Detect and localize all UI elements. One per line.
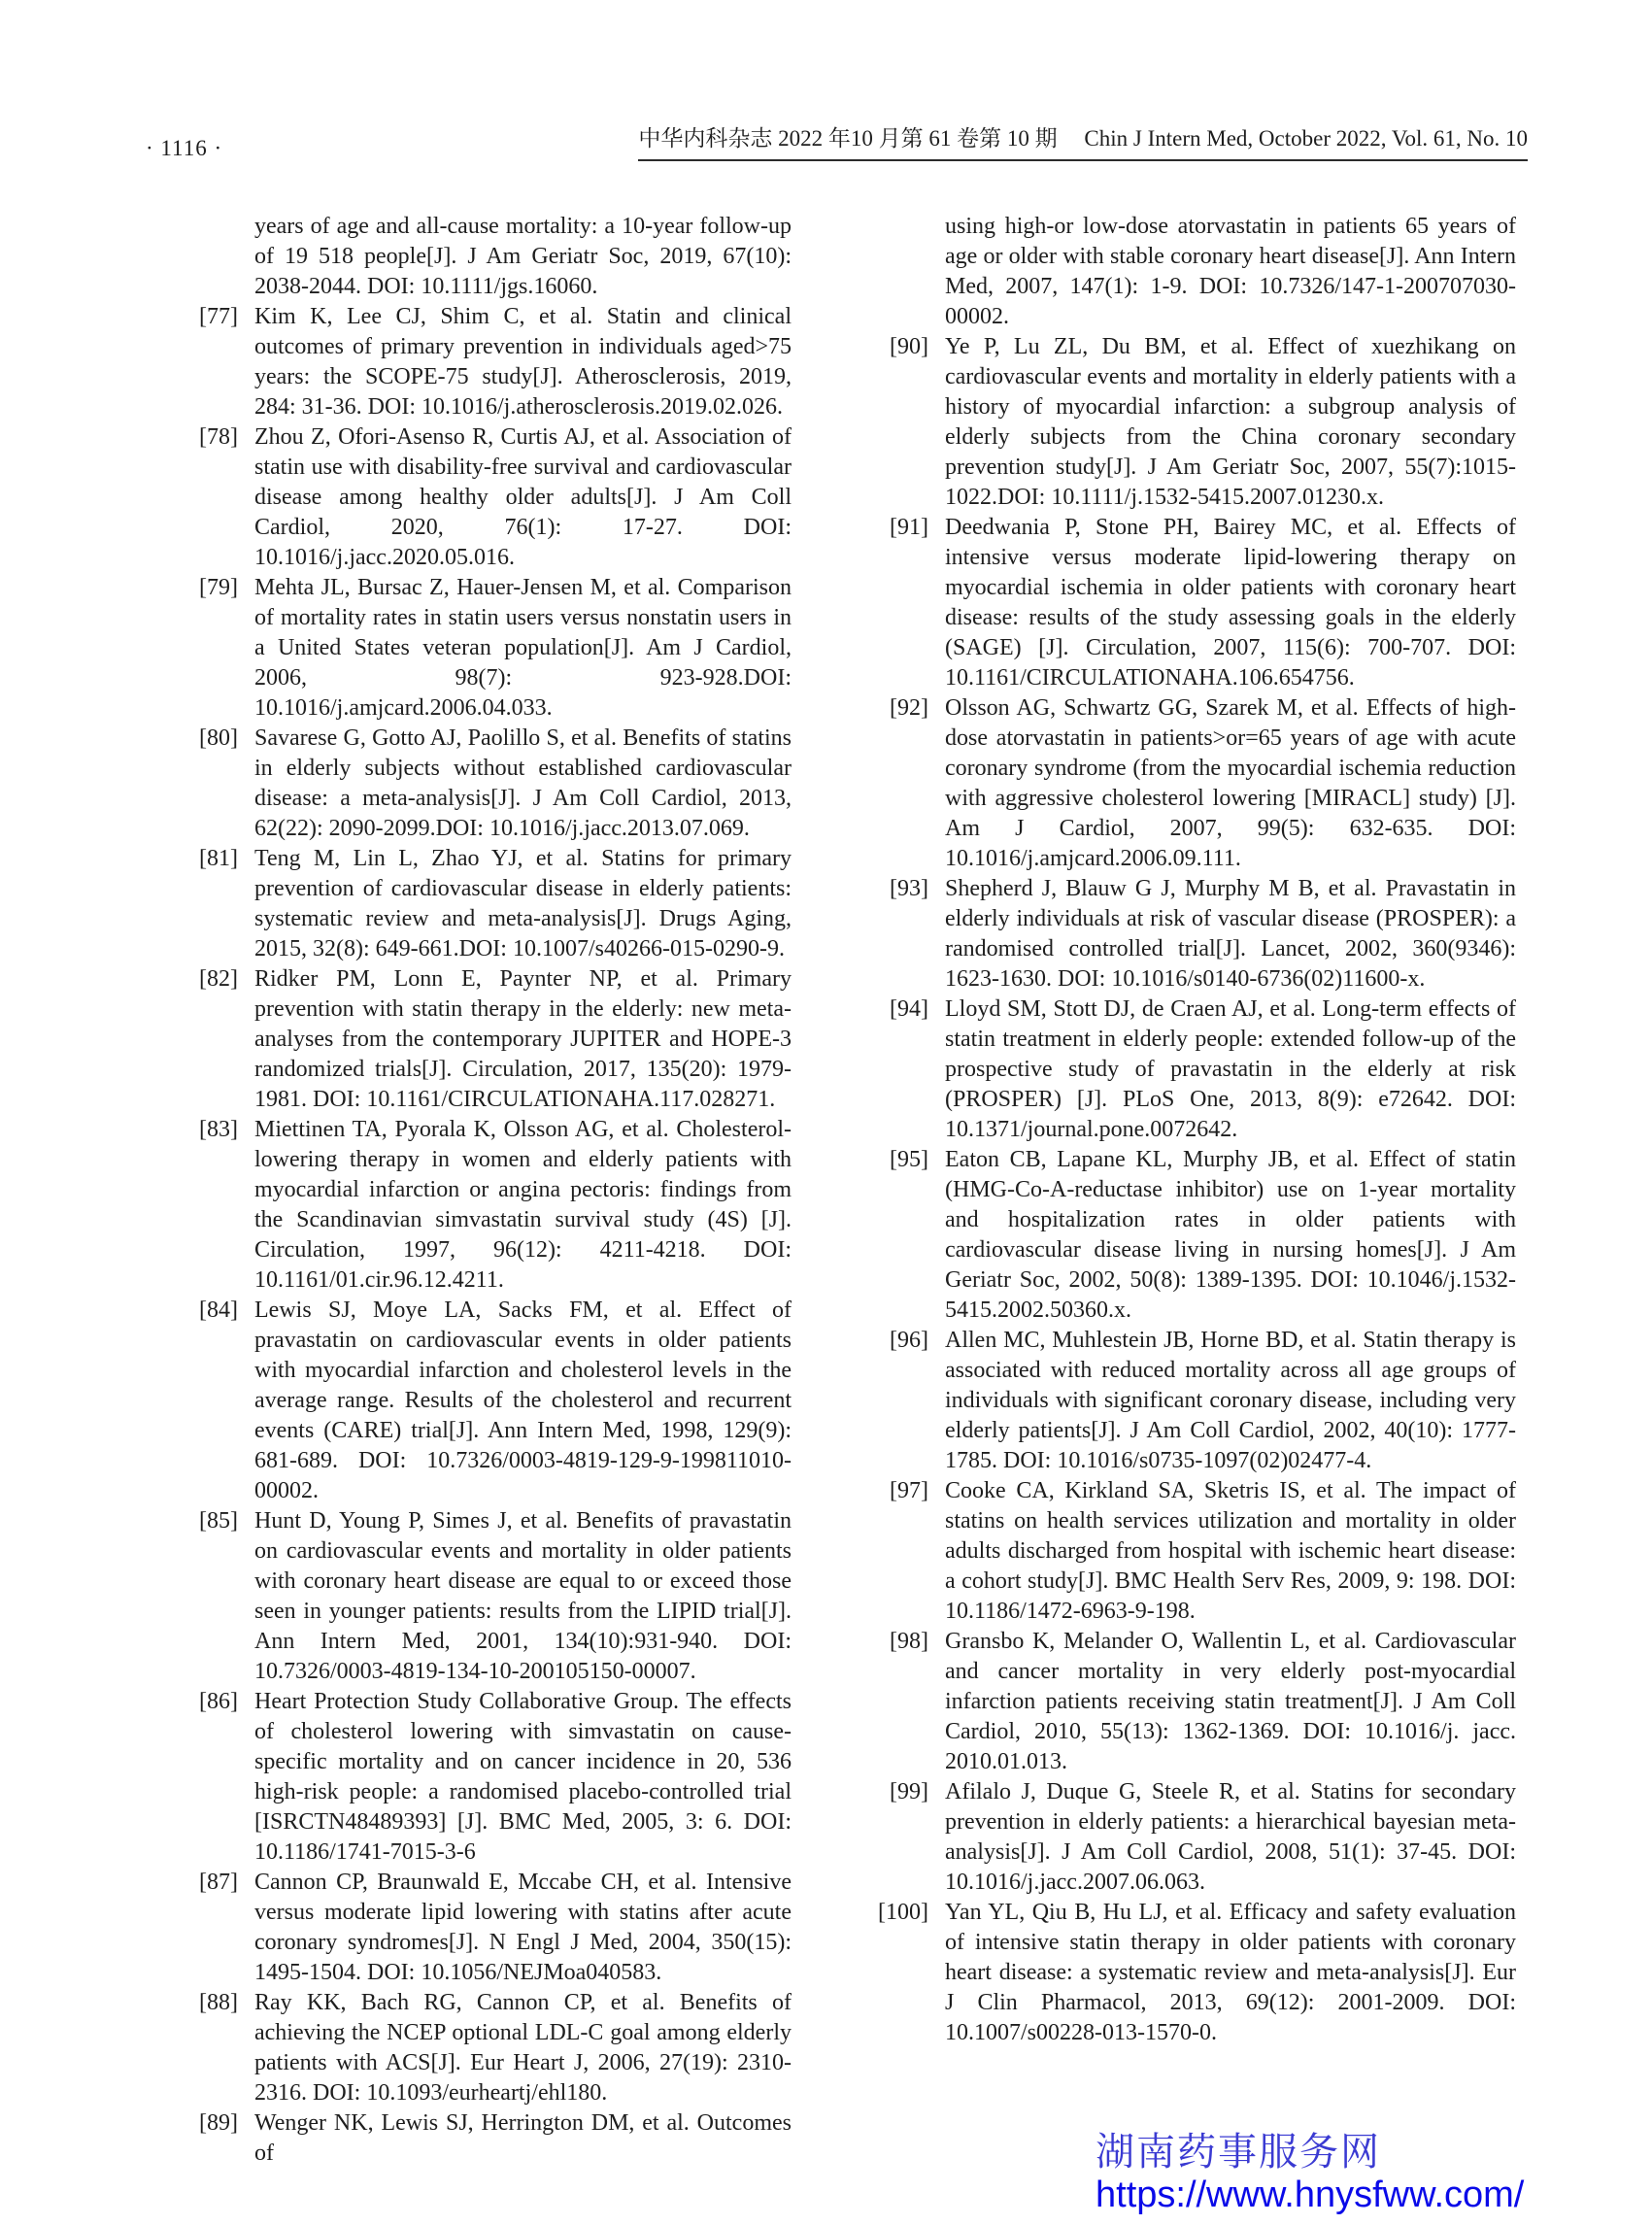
reference-number: [98] <box>890 1629 928 1654</box>
reference-text: Savarese G, Gotto AJ, Paolillo S, et al. Benefits of statins in elderly subjects without established cardiovascular disease: a meta-analysis[J]. J Am Coll Cardiol, 2013, 62(22): 2090-2099.DOI: 10.1016/j.jacc.2013.07.069. <box>254 725 792 841</box>
reference-number: [82] <box>199 966 238 992</box>
reference-text: Wenger NK, Lewis SJ, Herrington DM, et al. Outcomes of <box>254 2110 792 2166</box>
reference-item <box>872 693 1516 874</box>
reference-item <box>872 1777 1516 1898</box>
reference-number: [77] <box>199 304 238 329</box>
reference-text: Hunt D, Young P, Simes J, et al. Benefits of pravastatin on cardiovascular events and mortality in older patients with coronary heart disease are equal to or exceed those seen in younger patients: results from the LIPID trial[J]. Ann Intern Med, 2001, 134(10):931-940. DOI: 10.7326/0003-4819-134-10-200105150-00007. <box>254 1508 792 1684</box>
reference-text: Ridker PM, Lonn E, Paynter NP, et al. Primary prevention with statin therapy in the elderly: new meta-analyses from the contemporary JUPITER and HOPE-3 randomized trials[J]. Circulation, 2017, 135(20): 1979-1981. DOI: 10.1161/CIRCULATIONAHA.117.028271. <box>254 966 792 1112</box>
reference-item <box>182 724 792 844</box>
reference-text: Cooke CA, Kirkland SA, Sketris IS, et al. The impact of statins on health services utilization and mortality in older adults discharged from hospital with ischemic heart disease: a cohort study[J]. BMC Health Serv Res, 2009, 9: 198. DOI: 10.1186/1472-6963-9-198. <box>945 1478 1516 1624</box>
journal-citation <box>638 120 1528 161</box>
reference-item <box>182 1115 792 1296</box>
reference-number: [91] <box>890 515 928 540</box>
reference-text: Cannon CP, Braunwald E, Mccabe CH, et al. Intensive versus moderate lipid lowering with statins after acute coronary syndromes[J]. N Engl J Med, 2004, 350(15): 1495-1504. DOI: 10.1056/NEJMoa040583. <box>254 1870 792 1985</box>
journal-title-english: Chin J Intern Med, October 2022, Vol. 61, No. 10 <box>1084 126 1528 151</box>
reference-column-left <box>182 212 792 2169</box>
reference-text: years of age and all-cause mortality: a 10-year follow-up of 19 518 people[J]. J Am Geriatr Soc, 2019, 67(10): 2038-2044. DOI: 10.1111/jgs.16060. <box>254 214 792 299</box>
reference-text: Afilalo J, Duque G, Steele R, et al. Statins for secondary prevention in elderly patients: a hierarchical bayesian meta-analysis[J]. J Am Coll Cardiol, 2008, 51(1): 37-45. DOI: 10.1016/j.jacc.2007.06.063. <box>945 1779 1516 1895</box>
reference-text: Yan YL, Qiu B, Hu LJ, et al. Efficacy and safety evaluation of intensive statin therapy in older patients with coronary heart disease: a systematic review and meta-analysis[J]. Eur J Clin Pharmacol, 2013, 69(12): 2001-2009. DOI: 10.1007/s00228-013-1570-0. <box>945 1900 1516 2045</box>
reference-number: [86] <box>199 1689 238 1714</box>
reference-number: [99] <box>890 1779 928 1804</box>
reference-item <box>182 422 792 573</box>
reference-item <box>872 995 1516 1145</box>
page-number: · 1116 · <box>146 136 223 160</box>
reference-number: [81] <box>199 846 238 871</box>
reference-number: [100] <box>878 1900 928 1925</box>
reference-item <box>872 1326 1516 1476</box>
reference-text: Ray KK, Bach RG, Cannon CP, et al. Benefits of achieving the NCEP optional LDL-C goal among elderly patients with ACS[J]. Eur Heart J, 2006, 27(19): 2310-2316. DOI: 10.1093/eurheartj/ehl180. <box>254 1990 792 2106</box>
reference-item <box>872 332 1516 513</box>
reference-item <box>872 1476 1516 1627</box>
reference-item <box>182 2108 792 2169</box>
reference-number: [83] <box>199 1117 238 1142</box>
reference-text: Kim K, Lee CJ, Shim C, et al. Statin and clinical outcomes of primary prevention in individuals aged>75 years: the SCOPE-75 study[J]. Atherosclerosis, 2019, 284: 31-36. DOI: 10.1016/j.atherosclerosis.2019.02.026. <box>254 304 792 420</box>
reference-item <box>182 1506 792 1687</box>
reference-number: [92] <box>890 695 928 721</box>
reference-item <box>182 844 792 964</box>
reference-text: Teng M, Lin L, Zhao YJ, et al. Statins for primary prevention of cardiovascular disease in elderly patients: systematic review and meta-analysis[J]. Drugs Aging, 2015, 32(8): 649-661.DOI: 10.1007/s40266-015-0290-9. <box>254 846 792 961</box>
reference-item <box>182 1687 792 1868</box>
reference-number: [96] <box>890 1328 928 1353</box>
watermark-site-name: 湖南药事服务网 <box>1096 2130 1381 2174</box>
reference-text: Eaton CB, Lapane KL, Murphy JB, et al. Effect of statin (HMG-Co-A-reductase inhibitor) use on 1-year mortality and hospitalization rates in older patients with cardiovascular disease living in nursing homes[J]. J Am Geriatr Soc, 2002, 50(8): 1389-1395. DOI: 10.1046/j.1532-5415.2002.50360.x. <box>945 1147 1516 1323</box>
reference-number: [94] <box>890 996 928 1022</box>
reference-item <box>182 964 792 1115</box>
reference-text: using high-or low-dose atorvastatin in patients 65 years of age or older with stable coronary heart disease[J]. Ann Intern Med, 2007, 147(1): 1-9. DOI: 10.7326/147-1-200707030-00002. <box>945 214 1516 329</box>
reference-item <box>872 1627 1516 1777</box>
reference-text: Zhou Z, Ofori-Asenso R, Curtis AJ, et al. Association of statin use with disability-free survival and cardiovascular disease among healthy older adults[J]. J Am Coll Cardiol, 2020, 76(1): 17-27. DOI: 10.1016/j.jacc.2020.05.016. <box>254 424 792 570</box>
reference-text: Deedwania P, Stone PH, Bairey MC, et al. Effects of intensive versus moderate lipid-lowering therapy on myocardial ischemia in older patients with coronary heart disease: results of the study assessing goals in the elderly (SAGE) [J]. Circulation, 2007, 115(6): 700-707. DOI: 10.1161/CIRCULATIONAHA.106.654756. <box>945 515 1516 691</box>
reference-column-right <box>872 212 1516 2048</box>
reference-text: Ye P, Lu ZL, Du BM, et al. Effect of xuezhikang on cardiovascular events and mortality in elderly patients with a history of myocardial infarction: a subgroup analysis of elderly subjects from the China coronary secondary prevention study[J]. J Am Geriatr Soc, 2007, 55(7):1015-1022.DOI: 10.1111/j.1532-5415.2007.01230.x. <box>945 334 1516 510</box>
reference-text: Lewis SJ, Moye LA, Sacks FM, et al. Effect of pravastatin on cardiovascular events in older patients with myocardial infarction and cholesterol levels in the average range. Results of the cholesterol and recurrent events (CARE) trial[J]. Ann Intern Med, 1998, 129(9): 681-689. DOI: 10.7326/0003-4819-129-9-199811010-00002. <box>254 1298 792 1503</box>
reference-text: Allen MC, Muhlestein JB, Horne BD, et al. Statin therapy is associated with reduced mortality across all age groups of individuals with significant coronary disease, including very elderly patients[J]. J Am Coll Cardiol, 2002, 40(10): 1777-1785. DOI: 10.1016/s0735-1097(02)02477-4. <box>945 1328 1516 1473</box>
reference-number: [84] <box>199 1298 238 1323</box>
watermark <box>1096 2131 1524 2215</box>
reference-number: [90] <box>890 334 928 359</box>
reference-number: [97] <box>890 1478 928 1503</box>
reference-text: Olsson AG, Schwartz GG, Szarek M, et al. Effects of high-dose atorvastatin in patients>or=65 years of age with acute coronary syndrome (from the myocardial ischemia reduction with aggressive cholesterol lowering [MIRACL] study) [J]. Am J Cardiol, 2007, 99(5): 632-635. DOI: 10.1016/j.amjcard.2006.09.111. <box>945 695 1516 871</box>
watermark-url-link[interactable]: https://www.hnysfww.com/ <box>1096 2174 1525 2215</box>
journal-title-chinese: 中华内科杂志 2022 年10 月第 61 卷第 10 期 <box>638 126 1058 151</box>
reference-item-continuation <box>872 212 1516 332</box>
reference-number: [88] <box>199 1990 238 2015</box>
reference-item <box>872 1898 1516 2048</box>
reference-item <box>182 1988 792 2108</box>
reference-text: Gransbo K, Melander O, Wallentin L, et al. Cardiovascular and cancer mortality in very elderly post-myocardial infarction patients receiving statin treatment[J]. J Am Coll Cardiol, 2010, 55(13): 1362-1369. DOI: 10.1016/j. jacc. 2010.01.013. <box>945 1629 1516 1774</box>
reference-text: Lloyd SM, Stott DJ, de Craen AJ, et al. Long-term effects of statin treatment in elderly people: extended follow-up of the prospective study of pravastatin in the elderly at risk (PROSPER) [J]. PLoS One, 2013, 8(9): e72642. DOI: 10.1371/journal.pone.0072642. <box>945 996 1516 1142</box>
reference-number: [80] <box>199 725 238 751</box>
reference-item <box>182 302 792 422</box>
reference-item <box>182 573 792 724</box>
reference-number: [89] <box>199 2110 238 2136</box>
reference-number: [85] <box>199 1508 238 1534</box>
reference-number: [87] <box>199 1870 238 1895</box>
reference-item <box>872 513 1516 693</box>
reference-item-continuation <box>182 212 792 302</box>
reference-item <box>182 1868 792 1988</box>
reference-text: Heart Protection Study Collaborative Group. The effects of cholesterol lowering with simvastatin on cause-specific mortality and on cancer incidence in 20, 536 high-risk people: a randomised placebo-controlled trial [ISRCTN48489393] [J]. BMC Med, 2005, 3: 6. DOI: 10.1186/1741-7015-3-6 <box>254 1689 792 1865</box>
reference-number: [79] <box>199 575 238 600</box>
reference-number: [93] <box>890 876 928 901</box>
reference-item <box>182 1296 792 1506</box>
reference-text: Shepherd J, Blauw G J, Murphy M B, et al. Pravastatin in elderly individuals at risk of vascular disease (PROSPER): a randomised controlled trial[J]. Lancet, 2002, 360(9346): 1623-1630. DOI: 10.1016/s0140-6736(02)11600-x. <box>945 876 1516 992</box>
reference-number: [78] <box>199 424 238 450</box>
reference-text: Miettinen TA, Pyorala K, Olsson AG, et al. Cholesterol-lowering therapy in women and elderly patients with myocardial infarction or angina pectoris: findings from the Scandinavian simvastatin survival study (4S) [J]. Circulation, 1997, 96(12): 4211-4218. DOI: 10.1161/01.cir.96.12.4211. <box>254 1117 792 1293</box>
reference-text: Mehta JL, Bursac Z, Hauer-Jensen M, et al. Comparison of mortality rates in statin users versus nonstatin users in a United States veteran population[J]. Am J Cardiol, 2006, 98(7): 923-928.DOI: 10.1016/j.amjcard.2006.04.033. <box>254 575 792 721</box>
reference-item <box>872 1145 1516 1326</box>
reference-number: [95] <box>890 1147 928 1172</box>
reference-item <box>872 874 1516 995</box>
page-header <box>146 120 1528 161</box>
